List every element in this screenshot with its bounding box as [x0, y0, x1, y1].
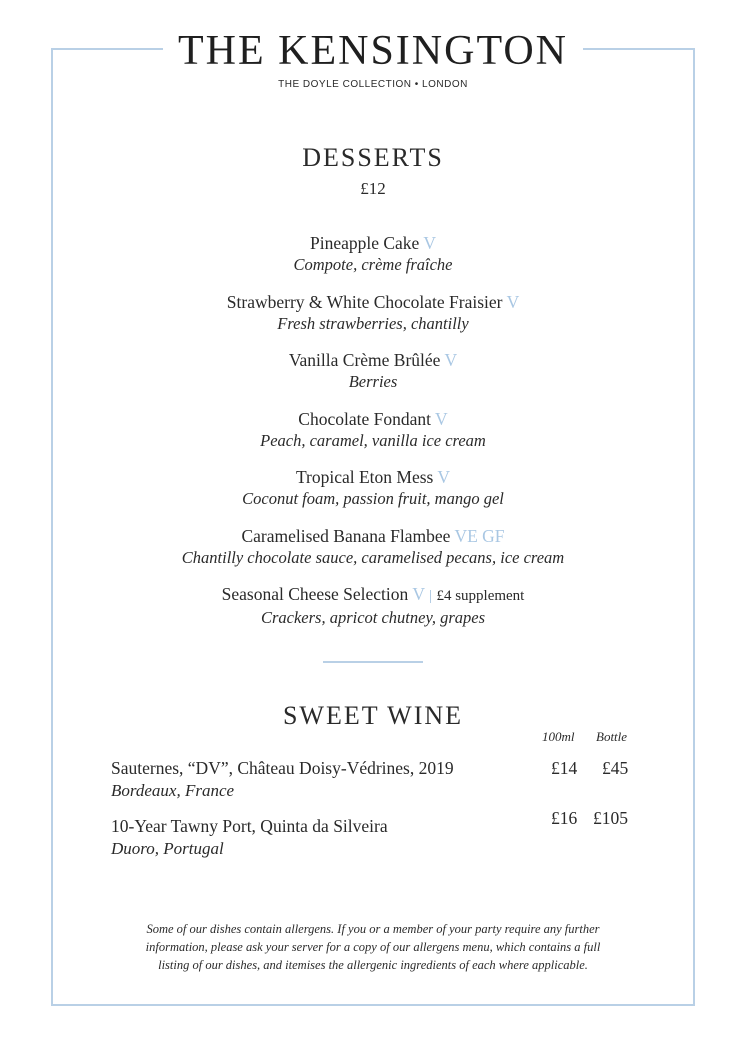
hotel-subtitle: THE DOYLE COLLECTION • LONDON — [278, 79, 468, 90]
wine-name: 10-Year Tawny Port, Quinta da Silveira — [111, 816, 388, 836]
supplement-note: £4 supplement — [436, 588, 525, 604]
diet-label: V — [506, 291, 520, 312]
dessert-item — [0, 466, 746, 525]
dessert-item — [0, 291, 746, 350]
dessert-description: Peach, caramel, vanilla ice cream — [260, 430, 486, 450]
desserts-heading: DESSERTS — [302, 143, 444, 172]
wine-name: Sauternes, “DV”, Château Doisy-Védrines, 2019 — [111, 758, 454, 778]
wine-price-bottle: £105 — [593, 808, 628, 828]
wine-item — [111, 757, 641, 803]
dessert-item — [0, 408, 746, 467]
frame-top-right-line — [583, 48, 695, 50]
column-header-100ml: 100ml — [542, 729, 575, 744]
sweet-wine-heading: SWEET WINE — [282, 701, 464, 730]
separator: | — [429, 588, 433, 604]
dessert-name-line — [0, 232, 746, 254]
dessert-name: Vanilla Crème Brûlée — [288, 350, 441, 370]
diet-label: V — [437, 467, 451, 487]
section-divider — [323, 661, 423, 663]
dessert-name: Chocolate Fondant — [298, 408, 431, 429]
allergen-notice-line: listing of our dishes, and itemises the allergenic ingredients of each where applicable. — [158, 958, 588, 972]
allergen-notice-line: Some of our dishes contain allergens. If you or a member of your party require any further — [146, 922, 600, 936]
hotel-title: THE KENSINGTON — [177, 28, 569, 74]
desserts-price: £12 — [360, 179, 386, 198]
dessert-name: Caramelised Banana Flambee — [241, 525, 451, 546]
dessert-description: Crackers, apricot chutney, grapes — [260, 608, 486, 627]
dessert-description: Berries — [348, 372, 398, 391]
diet-label: V — [423, 233, 437, 253]
dessert-name-line — [0, 583, 746, 607]
dessert-name: Strawberry & White Chocolate Fraisier — [226, 291, 503, 312]
dessert-description: Fresh strawberries, chantilly — [277, 313, 469, 333]
dessert-description: Chantilly chocolate sauce, caramelised pecans, ice cream — [181, 547, 565, 567]
dessert-description: Compote, crème fraîche — [293, 255, 453, 274]
allergen-notice-line: information, please ask your server for a copy of our allergens menu, which contains a full — [145, 940, 601, 954]
wine-item — [111, 808, 641, 861]
diet-label: V — [444, 350, 458, 370]
wine-region: Duoro, Portugal — [111, 839, 224, 858]
diet-label: VE GF — [454, 525, 505, 546]
dessert-name-line — [0, 349, 746, 371]
dessert-name: Pineapple Cake — [309, 233, 420, 253]
dessert-name-line — [0, 408, 746, 430]
wine-price-bottle: £45 — [602, 758, 629, 778]
dessert-description: Coconut foam, passion fruit, mango gel — [242, 489, 504, 508]
dessert-item — [0, 232, 746, 291]
dessert-name-line — [0, 291, 746, 313]
dessert-name: Seasonal Cheese Selection — [221, 584, 409, 604]
diet-label: V — [435, 408, 448, 429]
dessert-item — [0, 583, 746, 642]
wine-region: Bordeaux, France — [111, 781, 235, 800]
dessert-name-line — [0, 525, 746, 547]
frame-bottom-line — [51, 1004, 695, 1006]
dessert-item — [0, 525, 746, 584]
column-header-bottle: Bottle — [596, 729, 628, 744]
diet-label: V — [412, 584, 425, 604]
wine-price-100ml: £14 — [551, 758, 578, 778]
dessert-list — [0, 232, 746, 642]
dessert-item — [0, 349, 746, 408]
allergen-notice — [100, 920, 646, 974]
dessert-name: Tropical Eton Mess — [295, 467, 434, 487]
dessert-name-line — [0, 466, 746, 488]
frame-top-left-line — [51, 48, 163, 50]
wine-price-100ml: £16 — [551, 808, 578, 828]
